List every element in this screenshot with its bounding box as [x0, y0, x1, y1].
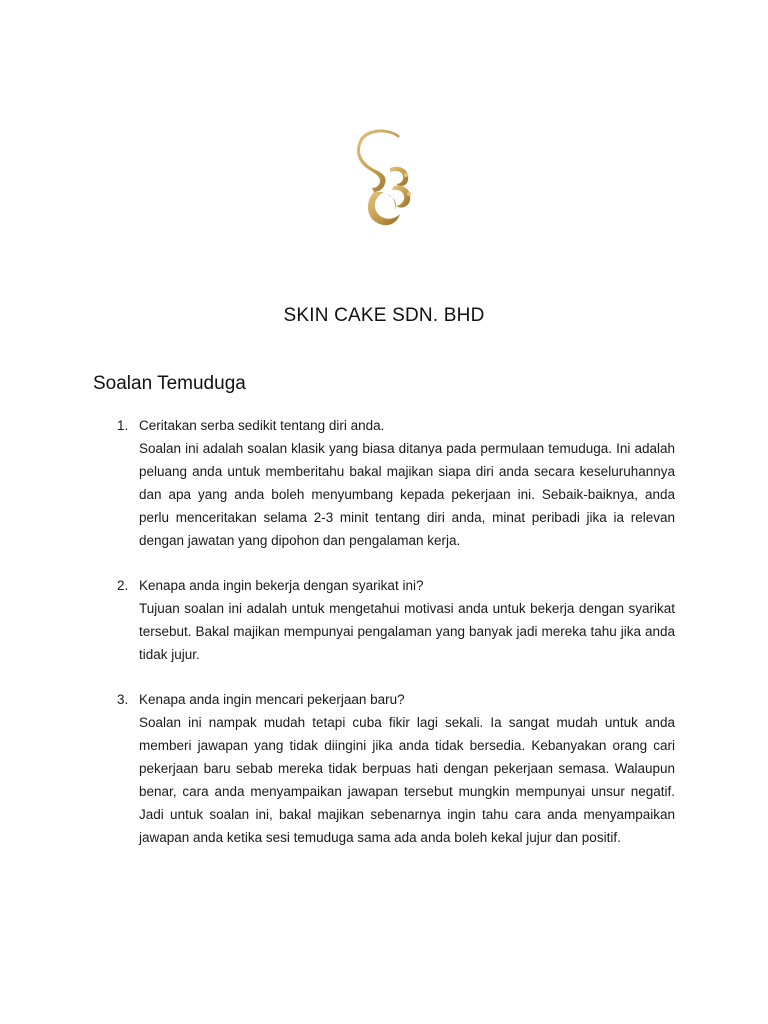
- question-list: [117, 414, 675, 871]
- gold-s-woman-profile-logo-icon: [354, 128, 416, 228]
- question-number: 2.: [117, 578, 129, 593]
- question-title: Kenapa anda ingin mencari pekerjaan baru?: [139, 692, 405, 707]
- company-logo: [354, 128, 416, 228]
- question-title: Ceritakan serba sedikit tentang diri anda.: [139, 418, 385, 433]
- company-name: SKIN CAKE SDN. BHD: [283, 305, 485, 326]
- question-number: 3.: [117, 692, 129, 707]
- question-item-1: [117, 414, 675, 552]
- question-item-3: [117, 688, 675, 849]
- question-item-2: [117, 574, 675, 666]
- question-explanation: Tujuan soalan ini adalah untuk mengetahui motivasi anda untuk bekerja dengan syarikat tersebut. Bakal majikan mempunyai pengalaman yang banyak jadi mereka tahu jika anda tidak jujur.: [139, 601, 675, 662]
- question-explanation: Soalan ini adalah soalan klasik yang biasa ditanya pada permulaan temuduga. Ini adalah peluang anda untuk memberitahu bakal majikan siapa diri anda secara keseluruhannya dan apa yang anda boleh menyumbang kepada pekerjaan ini. Sebaik-baiknya, anda perlu menceritakan selama 2-3 minit tentang diri anda, minat peribadi jika ia relevan dengan jawatan yang dipohon dan pengalaman kerja.: [139, 441, 675, 548]
- page-heading: Soalan Temuduga: [93, 373, 246, 394]
- question-title: Kenapa anda ingin bekerja dengan syarikat ini?: [139, 578, 424, 593]
- question-explanation: Soalan ini nampak mudah tetapi cuba fikir lagi sekali. Ia sangat mudah untuk anda memberi jawapan yang tidak diingini jika anda tidak bersedia. Kebanyakan orang cari pekerjaan baru sebab mereka tidak berpuas hati dengan pekerjaan semasa. Walaupun benar, cara anda menyampaikan jawapan tersebut mungkin mempunyai unsur negatif. Jadi untuk soalan ini, bakal majikan sebenarnya ingin tahu cara anda menyampaikan jawapan anda ketika sesi temuduga sama ada anda boleh kekal jujur dan positif.: [139, 715, 675, 845]
- question-number: 1.: [117, 418, 129, 433]
